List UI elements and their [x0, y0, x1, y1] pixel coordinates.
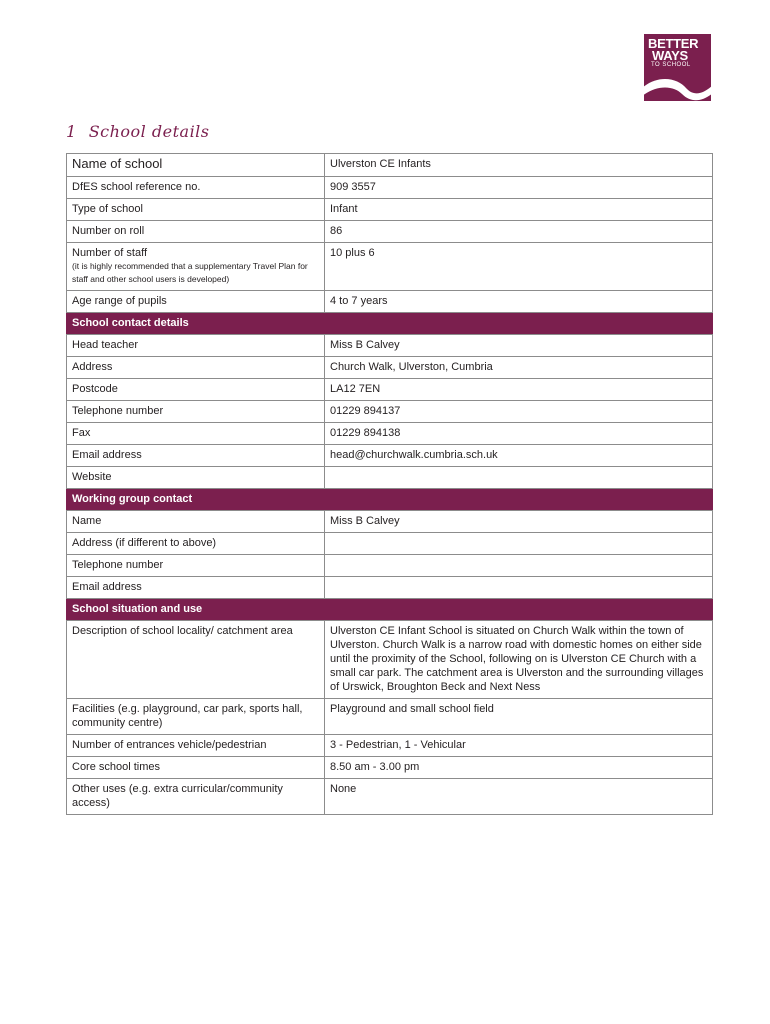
- working-group-header: Working group contact: [67, 489, 325, 511]
- table-row: [67, 401, 713, 423]
- row-label: Age range of pupils: [67, 291, 325, 313]
- staff-note: (it is highly recommended that a supplementary Travel Plan for staff and other school users is developed): [72, 261, 308, 284]
- table-row: [67, 221, 713, 243]
- row-value: None: [325, 779, 713, 815]
- row-value: Miss B Calvey: [325, 335, 713, 357]
- row-label: Core school times: [67, 757, 325, 779]
- table-row: [67, 357, 713, 379]
- table-row: [67, 757, 713, 779]
- name-of-school-label: Name of school: [72, 156, 163, 171]
- section-header-row: [67, 313, 713, 335]
- row-value: [325, 577, 713, 599]
- row-value: Ulverston CE Infants: [325, 154, 713, 177]
- row-label: Name: [67, 511, 325, 533]
- row-label: Postcode: [67, 379, 325, 401]
- school-details-table: [66, 153, 713, 815]
- table-row: [67, 291, 713, 313]
- row-value: 10 plus 6: [325, 243, 713, 291]
- table-row: [67, 621, 713, 699]
- table-row: [67, 199, 713, 221]
- table-row: [67, 467, 713, 489]
- row-value: 8.50 am - 3.00 pm: [325, 757, 713, 779]
- section-header-row: [67, 599, 713, 621]
- row-value: head@churchwalk.cumbria.sch.uk: [325, 445, 713, 467]
- table-row: [67, 779, 713, 815]
- logo-text-better: BETTER: [648, 36, 699, 51]
- table-row: [67, 533, 713, 555]
- table-row: [67, 423, 713, 445]
- table-row: [67, 555, 713, 577]
- row-value: [325, 467, 713, 489]
- row-label: Facilities (e.g. playground, car park, sports hall, community centre): [67, 699, 325, 735]
- header-blank-cell: [325, 313, 713, 335]
- row-label: Head teacher: [67, 335, 325, 357]
- staff-label: Number of staff: [72, 247, 147, 259]
- row-label: Number of entrances vehicle/pedestrian: [67, 735, 325, 757]
- row-value: Playground and small school field: [325, 699, 713, 735]
- row-value: Infant: [325, 199, 713, 221]
- table-row: [67, 511, 713, 533]
- row-value: 01229 894138: [325, 423, 713, 445]
- row-value: LA12 7EN: [325, 379, 713, 401]
- row-label: Website: [67, 467, 325, 489]
- table-row: [67, 577, 713, 599]
- row-value: [325, 555, 713, 577]
- table-row: [67, 379, 713, 401]
- row-label: [67, 154, 325, 177]
- row-label: Description of school locality/ catchment area: [67, 621, 325, 699]
- row-label: Address (if different to above): [67, 533, 325, 555]
- row-label: Email address: [67, 577, 325, 599]
- section-header-row: [67, 489, 713, 511]
- row-label: Fax: [67, 423, 325, 445]
- row-value: 4 to 7 years: [325, 291, 713, 313]
- better-ways-to-school-logo: [644, 34, 711, 101]
- row-label: Other uses (e.g. extra curricular/community access): [67, 779, 325, 815]
- row-value: 3 - Pedestrian, 1 - Vehicular: [325, 735, 713, 757]
- row-value: Miss B Calvey: [325, 511, 713, 533]
- contact-details-header: School contact details: [67, 313, 325, 335]
- section-heading: [66, 122, 210, 141]
- row-label: Telephone number: [67, 401, 325, 423]
- row-label: DfES school reference no.: [67, 177, 325, 199]
- table-row: [67, 243, 713, 291]
- row-value: 86: [325, 221, 713, 243]
- logo-text-ways: WAYS: [652, 48, 688, 63]
- row-value: 01229 894137: [325, 401, 713, 423]
- row-label: Email address: [67, 445, 325, 467]
- row-value: Ulverston CE Infant School is situated on Church Walk within the town of Ulverston. Church Walk is a narrow road with domestic homes on either side until the proximity of the School, following on is Ulverston CE Church with a small car park. The catchment area is Ulverston and the surrounding villages of Urswick, Broughton Beck and Next Ness: [325, 621, 713, 699]
- row-label: Address: [67, 357, 325, 379]
- table-row: [67, 735, 713, 757]
- row-value: [325, 533, 713, 555]
- header-blank-cell: [325, 489, 713, 511]
- table-row: [67, 445, 713, 467]
- row-label: [67, 243, 325, 291]
- row-value: 909 3557: [325, 177, 713, 199]
- section-title: School details: [88, 122, 210, 141]
- situation-header: School situation and use: [67, 599, 325, 621]
- table-row: [67, 154, 713, 177]
- logo-text-to-school: TO SCHOOL: [651, 62, 691, 68]
- row-label: Number on roll: [67, 221, 325, 243]
- row-value: Church Walk, Ulverston, Cumbria: [325, 357, 713, 379]
- row-label: Telephone number: [67, 555, 325, 577]
- header-blank-cell: [325, 599, 713, 621]
- row-label: Type of school: [67, 199, 325, 221]
- section-number: 1: [66, 122, 77, 141]
- table-row: [67, 335, 713, 357]
- table-row: [67, 177, 713, 199]
- table-row: [67, 699, 713, 735]
